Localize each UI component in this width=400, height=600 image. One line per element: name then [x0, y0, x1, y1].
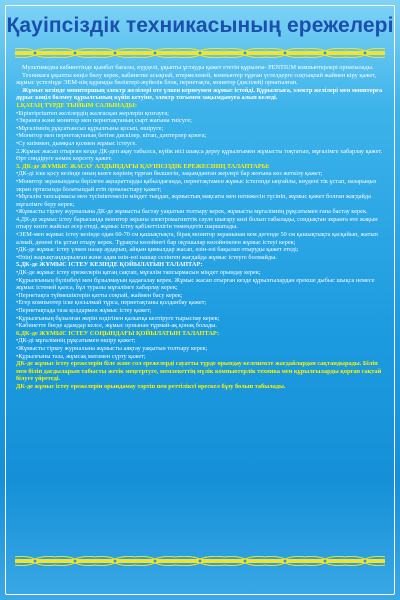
- rule-item: •Экранға және монитор мен пернетақтаның сырт жағына тиісуге;: [16, 117, 192, 125]
- ornament-bottom: [15, 556, 385, 566]
- section-heading-6: 6.ДК-де ЖҰМЫС ІСТЕУ СОҢЫНДАҒЫ ҚОЙЫЛАТЫН ТАЛАПТАР:: [16, 329, 220, 337]
- rule-item: •Құрылғының бұзылған жерін өздігінен қалыпқа келтіруге тырыспау керек;: [16, 314, 220, 322]
- rule-item: •Жұмысты тіркеу журналына жұмысты аяқтау уақытын толтыру керек;: [16, 344, 208, 352]
- intro-warning: Жұмыс кезінде мониторшың электр желілері өте үлкен кернеумен жұмыс істейді. Құрылғыға, электр желілері мен мониторға дұрыс көңіл бөлмеу құрылғының күйіп кетуіне, электр тогымен зақымдануға алып келеді.: [16, 86, 383, 102]
- rule-item: •Өзіңі жарықтандырылған және адам өзін-өзі нашар сезінген жағдайда жұмыс істеуге болмайды.: [16, 253, 277, 261]
- rule-item: •ДК-ді мұғалімнің рұқсатымен өшіру қажет;: [16, 337, 136, 345]
- rule-item: •Монитор мен пернетақтаның бетіне дискілер, кітап, дәптерлер қоюға;: [16, 132, 207, 140]
- ornament-top: [15, 48, 385, 58]
- rule-item: •Біріктіргіштеп желілердің жалғасқан жерлерін қозғауға;: [16, 109, 169, 117]
- intro-paragraph-2: Техникаға ұқыпты көңіл бөлу керек, кабинетке асықпай, итермелемей, компьютер тұрған үстелдерге соқтықпай жаймен кіру қажет, жұмыс үстеліңде ЭЕМ-нің құрамды бөліктері-жүйелік блок, пернетақта, монитор (дисплей) орнатылған.: [16, 71, 377, 87]
- intro-paragraph-1: Мультимедиа кабинетінде қымбат бағалы, күрделі, ұқыпты ұстауды қажет ететін құрылғы- PENTIUM компьютерлері орнатылады.: [22, 64, 374, 71]
- rule-item: •Монитор экранындағы берілген ақпараттарды қабылдағанда, пернетақтамен жұмыс істегенде ыңғайлы, көудені тік ұстап, назарыңыз экран ортасында болатындай етіп орналастыру қажет;: [16, 177, 377, 193]
- rule-item: •Кабинетте бөгде адамдар келсе, жұмыс орнынан тұрмай-ақ қонақ болады.: [16, 322, 217, 330]
- closing-paragraph: ДК-де жұмыс істеу ережелерін біле және сол ережелерді сауатты түрде орындау келешекте жағдайлардан сақтандырады. Біліп мен біліп дағдыларын табысты жетік меңгертуге, мемлекеттің мүлік компьютерлік техника мен құрылғыларды қорғап сақтай білуге үйретеді.: [16, 360, 382, 383]
- closing-warning: ДК-де жұмыс істеу ережелерін орындамау тәртіп пен реттілікті өрескел бұзу болып табылады.: [16, 382, 286, 390]
- rule-item: •Құрылғыны таза, жұмсақ матамен сүрту қажет;: [16, 352, 146, 360]
- rules-content: [16, 64, 384, 550]
- rule-item: •Егер компьютер іске қосылмай тұрса, пернетақтаны қолданбау қажет;: [16, 299, 207, 307]
- page-title: Қауіпсіздік техникасының ережелері: [6, 14, 394, 37]
- rule-item: •ДК-ді іске қосу кезінде оның көзге көрінің тұрған бөлшегін, зақымданған жерлері бар жоғына көз жеткізу қажет;: [16, 170, 323, 178]
- rule-item: •ДК-де жұмыс істеу ережелерін қатаң сақтап, мұғалім тапсырмасын міңдет орындау керек;: [16, 269, 261, 277]
- rule-item: •Мұғалімнің рұқсатынсыз құрылғыны қосып, өшіруге;: [16, 124, 164, 132]
- rule-item: •Мұғалім тапсырмасы мен түсініктемесін міңдет тыңдап, жұмыстың мақсаты мен нәтижесін түсініп, жұмыс қажет болған жағдайда мұғалімге беру керек;: [16, 193, 371, 208]
- rule-item: •Құрылғының бүлінбеуі мен бұзылмауын қадағалау керек. Жұмыс жасап отырған кезде құрылғылардан ерекше дыбыс шықса немесе жұмыс істемей қалса, бұл туралы мұғалімге хабарлау керек;: [16, 276, 375, 292]
- rule-item: 4.ДК-де жұмыс істеу барысында монитор экраны электромагниттік сәуле шығару көзі болып табылады, сондықтан экранға өте жақын отыру көзге жайсыз әсер етеді, жұмыс істеу қабілеттілігін төмендетіп шаршатады.: [16, 215, 378, 231]
- section-heading-5: 5.ДК-де ЖҰМЫС ІСТЕУ КЕЗІНДЕ ҚОЙЫЛАТЫН ТАЛАПТАР:: [16, 261, 203, 269]
- section-heading-3: 3. ДК-де ЖҰМЫС ЖАСАУ АЛДЫНДАҒЫ ҚАУІПСІЗДІК ЕРЕЖЕСІНІҢ ТАЛАПТАРЫ:: [16, 162, 270, 170]
- rule-item: •Пернетақта түймешіктерін қатты соқпай, жаймен басу керек;: [16, 291, 183, 299]
- rule-item: 2.Жұмыс жасап отырған кезде ДК-деп ақау табылса, күйік иісі шықса дереу құрылғымен жұмысты тоқтатып, мұғалімге хабарлау қажет. Өрт сөндіруге көмек көрсету қажет.: [16, 147, 383, 163]
- rule-item: •Пернетақтада таза қолдармен жұмыс істеу қажет;: [16, 307, 152, 314]
- section-heading-1: 1.ҚАТАҢ ТҮРДЕ ТЫЙЫМ САЛЫНАДЫ:: [16, 101, 137, 109]
- rule-item: •ДК-де жұмыс істеу үлкен назар аударып, айқын қимылдар жасап, өзін-өзі бақылап отыруды қажет етеді;: [16, 246, 299, 254]
- rule-item: •Су киіммен, дымқыл қолмен жұмыс істеуге.: [16, 139, 137, 147]
- rule-item: •Жұмысты тірлеу журналына ДК-де жұмысты бастау уақытын толтыру керек, жұмысты мұғалімнің рұқсатымен ғана бастау керек.: [16, 208, 368, 216]
- rule-item: •ЭЕМ-мен жұмыс істеу кезінде одан 60-70 см қашықтықта, бірақ монитор экранынан кем дегенде 50 см қашықтықта қасқайып, жатып алмай, денені тік ұстап отыру керек. Тұрақты көзойнегі бар оқушылар көзойнекпен жұмыс істеуі керек;: [16, 231, 378, 246]
